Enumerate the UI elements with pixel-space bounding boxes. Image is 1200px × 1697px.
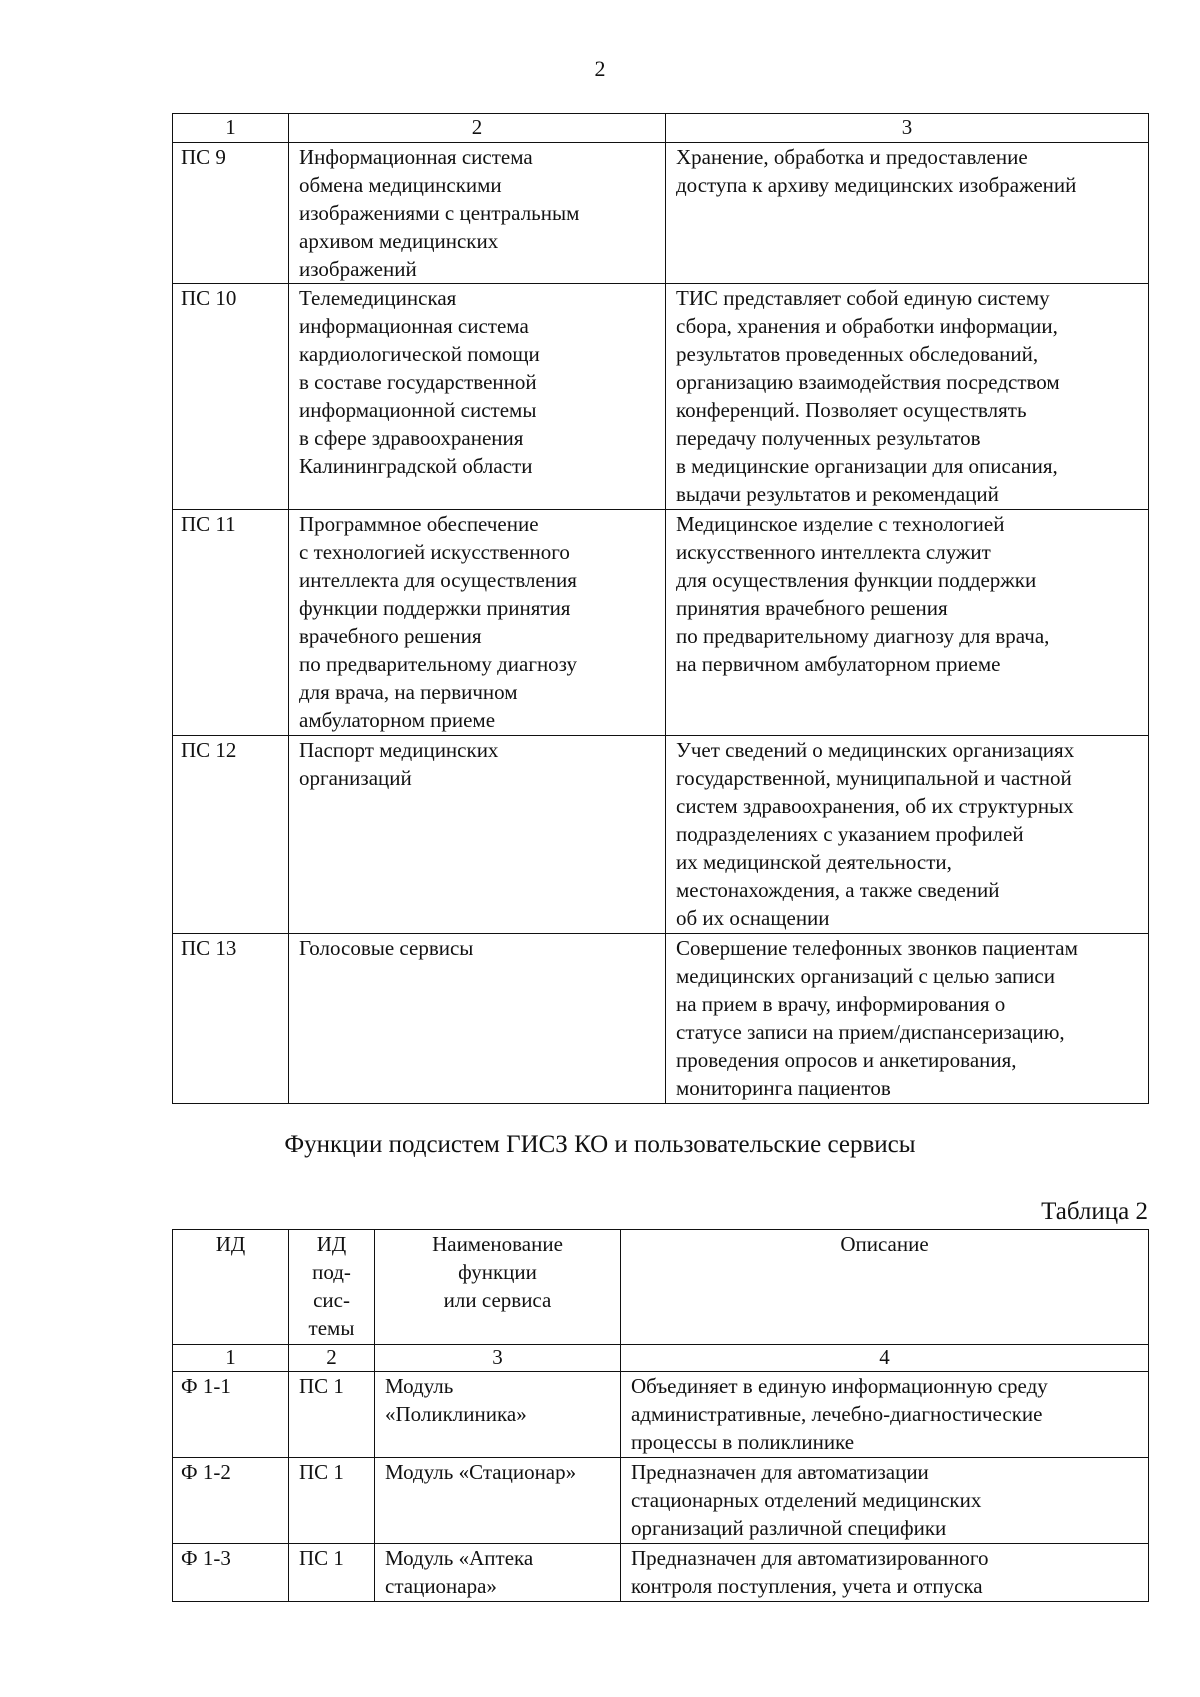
subsystem-name: Информационная система обмена медицинскими изображениями с центральным архивом медицинских изображений [289, 143, 666, 284]
section-heading: Функции подсистем ГИСЗ КО и пользовательские сервисы [284, 1131, 916, 1158]
function-description: Предназначен для автоматизации стационарных отделений медицинских организаций различной специфики [621, 1458, 1149, 1544]
function-subsystem: ПС 1 [289, 1372, 375, 1458]
column-number: 4 [621, 1345, 1149, 1372]
column-number: 3 [375, 1345, 621, 1372]
subsystem-description: Совершение телефонных звонков пациентам медицинских организаций с целью записи на прием в врачу, информирования о статусе записи на прием/диспансеризацию, проведения опросов и анкетирования, мониторинга пациентов [666, 934, 1149, 1104]
function-id: Ф 1-2 [173, 1458, 289, 1544]
subsystem-description: Хранение, обработка и предоставление доступа к архиву медицинских изображений [666, 143, 1149, 284]
column-number: 3 [666, 114, 1149, 143]
function-id: Ф 1-3 [173, 1544, 289, 1602]
column-number: 1 [173, 1345, 289, 1372]
page-number: 2 [594, 56, 606, 81]
column-number: 2 [289, 1345, 375, 1372]
subsystem-id: ПС 12 [173, 736, 289, 934]
function-name: Модуль «Аптека стационара» [375, 1544, 621, 1602]
column-header: ИД [173, 1230, 289, 1345]
subsystem-description: Учет сведений о медицинских организациях государственной, муниципальной и частной систем здравоохранения, об их структурных подразделениях с указанием профилей их медицинской деятельности, местонахождения, а также сведений об их оснащении [666, 736, 1149, 934]
table-caption: Таблица 2 [1041, 1198, 1148, 1225]
table-row [173, 143, 1149, 284]
table-row [173, 1458, 1149, 1544]
subsystem-name: Паспорт медицинских организаций [289, 736, 666, 934]
subsystem-id: ПС 10 [173, 284, 289, 510]
function-subsystem: ПС 1 [289, 1544, 375, 1602]
table-row [173, 934, 1149, 1104]
subsystem-name: Программное обеспечение с технологией искусственного интеллекта для осуществления функции поддержки принятия врачебного решения по предварительному диагнозу для врача, на первичном амбулаторном приеме [289, 510, 666, 736]
subsystem-description: Медицинское изделие с технологией искусственного интеллекта служит для осуществления функции поддержки принятия врачебного решения по предварительному диагнозу для врача, на первичном амбулаторном приеме [666, 510, 1149, 736]
table-row [173, 736, 1149, 934]
table-row [173, 1372, 1149, 1458]
functions-table [172, 1229, 1149, 1602]
column-number-row [173, 114, 1149, 143]
subsystem-id: ПС 13 [173, 934, 289, 1104]
column-number: 1 [173, 114, 289, 143]
subsystem-name: Телемедицинская информационная система кардиологической помощи в составе государственной информационной системы в сфере здравоохранения Калининградской области [289, 284, 666, 510]
column-number: 2 [289, 114, 666, 143]
column-header: ИД под- сис- темы [289, 1230, 375, 1345]
function-name: Модуль «Стационар» [375, 1458, 621, 1544]
subsystems-table [172, 113, 1149, 1104]
header-row [173, 1230, 1149, 1345]
subsystem-id: ПС 9 [173, 143, 289, 284]
function-subsystem: ПС 1 [289, 1458, 375, 1544]
function-description: Предназначен для автоматизированного контроля поступления, учета и отпуска [621, 1544, 1149, 1602]
column-number-row [173, 1345, 1149, 1372]
column-header: Наименование функции или сервиса [375, 1230, 621, 1345]
column-header: Описание [621, 1230, 1149, 1345]
function-id: Ф 1-1 [173, 1372, 289, 1458]
table-row [173, 1544, 1149, 1602]
function-name: Модуль «Поликлиника» [375, 1372, 621, 1458]
table-row [173, 284, 1149, 510]
subsystem-id: ПС 11 [173, 510, 289, 736]
subsystem-description: ТИС представляет собой единую систему сбора, хранения и обработки информации, результатов проведенных обследований, организацию взаимодействия посредством конференций. Позволяет осуществлять передачу полученных результатов в медицинские организации для описания, выдачи результатов и рекомендаций [666, 284, 1149, 510]
function-description: Объединяет в единую информационную среду административные, лечебно-диагностические процессы в поликлинике [621, 1372, 1149, 1458]
table-row [173, 510, 1149, 736]
subsystem-name: Голосовые сервисы [289, 934, 666, 1104]
